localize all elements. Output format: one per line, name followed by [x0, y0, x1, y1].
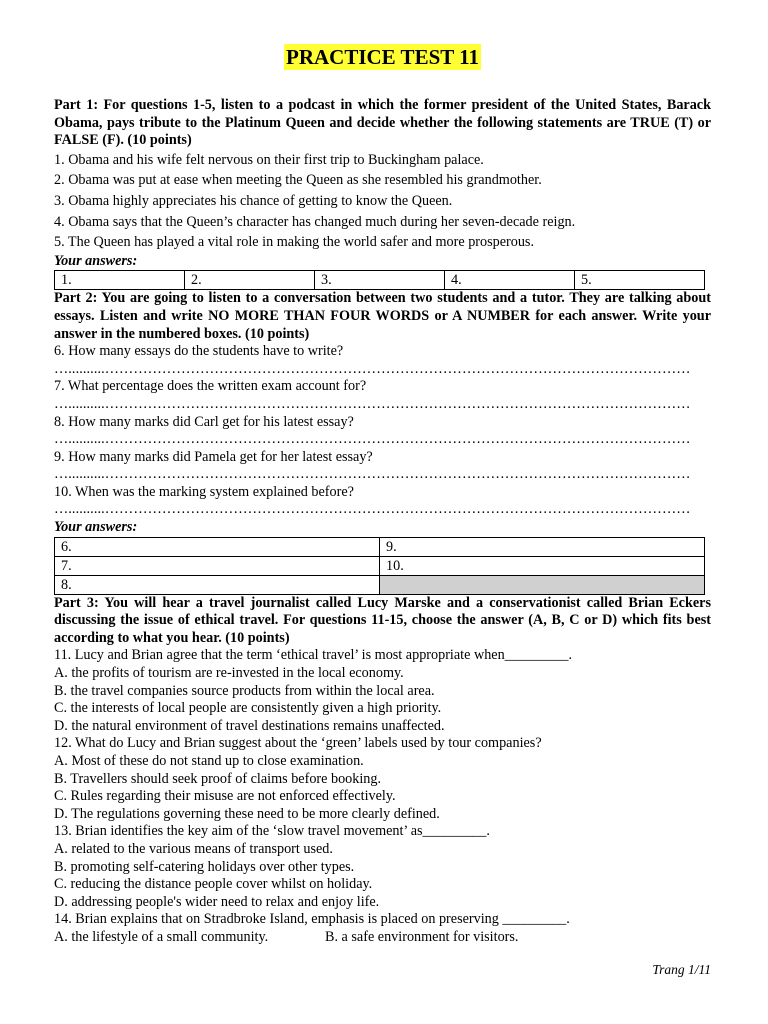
q11-option-d[interactable]: D. the natural environment of travel destinations remains unaffected. [54, 717, 445, 734]
part2-answer-cell-7[interactable]: 7. [55, 556, 380, 575]
table-row [55, 556, 705, 575]
q13-option-b[interactable]: B. promoting self-catering holidays over other types. [54, 858, 355, 875]
table-row [55, 537, 705, 556]
part2-answer-cell-9[interactable]: 9. [380, 537, 705, 556]
part2-question-9: 9. How many marks did Pamela get for her latest essay? [54, 448, 373, 465]
part1-question-2: 2. Obama was put at ease when meeting the Queen as she resembled his grandmother. [54, 172, 542, 189]
part2-answer-line-8[interactable]: …..........…………………………………………………………………………………………………………… [54, 431, 691, 448]
part2-instructions: Part 2: You are going to listen to a conversation between two students and a tutor. They are talking about essays. Listen and write NO MORE THAN FOUR WORDS or A NUMBER for each answer. Write your answer in the numbered boxes. (10 points) [54, 290, 711, 342]
part1-question-4: 4. Obama says that the Queen’s character has changed much during her seven-decade reign. [54, 213, 576, 230]
part2-answer-line-6[interactable]: …..........…………………………………………………………………………………………………………… [54, 360, 691, 377]
q11-option-b[interactable]: B. the travel companies source products from within the local area. [54, 682, 435, 699]
part2-answer-line-10[interactable]: …..........…………………………………………………………………………………………………………… [54, 501, 691, 518]
part1-instructions: Part 1: For questions 1-5, listen to a podcast in which the former president of the United States, Barack Obama, pays tribute to the Platinum Queen and decide whether the following statements are TRUE (T) or FALSE (F). (10 points) [54, 97, 711, 149]
part2-answer-table [54, 537, 705, 595]
part1-answer-table [54, 270, 705, 290]
page-number: Trang 1/11 [652, 962, 711, 977]
part3-question-12: 12. What do Lucy and Brian suggest about the ‘green’ labels used by tour companies? [54, 735, 542, 752]
q11-option-c[interactable]: C. the interests of local people are consistently given a high priority. [54, 700, 442, 717]
part2-question-10: 10. When was the marking system explained before? [54, 483, 354, 500]
q14-option-a[interactable]: A. the lifestyle of a small community. [54, 928, 269, 945]
part3-question-13: 13. Brian identifies the key aim of the ‘slow travel movement’ as_________. [54, 823, 490, 840]
q13-option-d[interactable]: D. addressing people's wider need to relax and enjoy life. [54, 893, 380, 910]
part2-answer-cell-6[interactable]: 6. [55, 537, 380, 556]
part2-answer-cell-empty [380, 575, 705, 594]
part2-answer-line-7[interactable]: …..........…………………………………………………………………………………………………………… [54, 395, 691, 412]
part2-answer-line-9[interactable]: …..........…………………………………………………………………………………………………………… [54, 466, 691, 483]
part1-answers-label: Your answers: [54, 252, 138, 269]
page-title: PRACTICE TEST 11 [286, 45, 479, 69]
part1-answer-cell-5[interactable]: 5. [575, 271, 705, 290]
table-row [55, 575, 705, 594]
q12-option-b[interactable]: B. Travellers should seek proof of claims before booking. [54, 770, 382, 787]
part1-question-3: 3. Obama highly appreciates his chance of getting to know the Queen. [54, 192, 453, 209]
q11-option-a[interactable]: A. the profits of tourism are re-invested in the local economy. [54, 665, 404, 682]
q12-option-a[interactable]: A. Most of these do not stand up to close examination. [54, 753, 364, 769]
part1-answer-cell-3[interactable]: 3. [315, 271, 445, 290]
title-wrap [54, 44, 711, 78]
part2-answers-label: Your answers: [54, 519, 138, 536]
part3-question-14: 14. Brian explains that on Stradbroke Island, emphasis is placed on preserving _________. [54, 911, 570, 928]
q13-option-c[interactable]: C. reducing the distance people cover whilst on holiday. [54, 876, 373, 893]
q14-options-row [54, 929, 711, 947]
part2-answer-cell-10[interactable]: 10. [380, 556, 705, 575]
q12-option-c[interactable]: C. Rules regarding their misuse are not enforced effectively. [54, 788, 396, 805]
q12-option-d[interactable]: D. The regulations governing these need to be more clearly defined. [54, 805, 440, 822]
q14-option-b[interactable]: B. a safe environment for visitors. [325, 928, 519, 945]
part1-question-5: 5. The Queen has played a vital role in making the world safer and more prosperous. [54, 234, 534, 251]
part1-answer-cell-2[interactable]: 2. [185, 271, 315, 290]
part2-answer-cell-8[interactable]: 8. [55, 575, 380, 594]
part1-answer-cell-4[interactable]: 4. [445, 271, 575, 290]
part2-question-6: 6. How many essays do the students have to write? [54, 343, 344, 360]
part1-answer-cell-1[interactable]: 1. [55, 271, 185, 290]
part3-question-11: 11. Lucy and Brian agree that the term ‘ethical travel’ is most appropriate when_________. [54, 647, 573, 664]
part3-instructions: Part 3: You will hear a travel journalist called Lucy Marske and a conservationist called Brian Eckers discussing the issue of ethical travel. For questions 11-15, choose the answer (A, B, C or D) which fits best according to what you hear. (10 points) [54, 594, 711, 646]
part2-question-8: 8. How many marks did Carl get for his latest essay? [54, 413, 354, 430]
part2-question-7: 7. What percentage does the written exam account for? [54, 378, 367, 395]
part1-question-1: 1. Obama and his wife felt nervous on their first trip to Buckingham palace. [54, 151, 484, 168]
document-page [54, 44, 711, 947]
q13-option-a[interactable]: A. related to the various means of transport used. [54, 840, 333, 857]
